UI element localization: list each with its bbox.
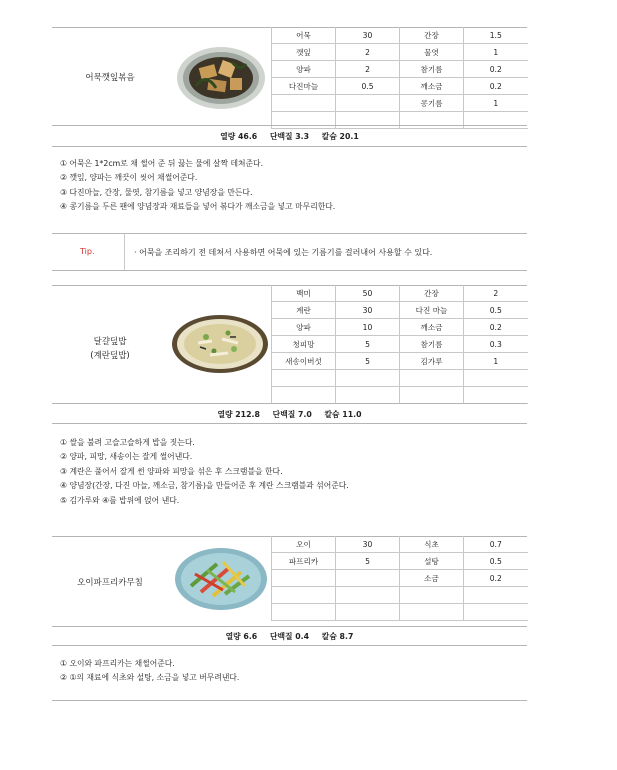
table-cell: 간장 — [400, 27, 464, 44]
table-cell — [464, 587, 528, 604]
table-cell — [464, 387, 528, 404]
dish-name — [52, 576, 168, 590]
dish-name — [52, 71, 168, 85]
table-cell: 양파 — [272, 319, 336, 336]
table-cell — [272, 570, 336, 587]
protein-value: 단백질 7.0 — [272, 410, 312, 419]
table-cell: 깻잎 — [272, 44, 336, 61]
table-row — [272, 387, 528, 404]
calcium-value: 칼슘 11.0 — [324, 410, 362, 419]
table-cell — [336, 604, 400, 621]
table-cell: 1 — [464, 44, 528, 61]
table-row — [272, 319, 528, 336]
table-row — [272, 604, 528, 621]
table-row — [272, 61, 528, 78]
table-cell — [336, 370, 400, 387]
table-cell: 0.7 — [464, 536, 528, 553]
cooking-steps — [60, 436, 349, 508]
table-cell: 물엿 — [400, 44, 464, 61]
table-cell — [400, 587, 464, 604]
table-row — [272, 370, 528, 387]
table-cell — [464, 604, 528, 621]
calories-value: 열량 212.8 — [217, 410, 260, 419]
table-cell: 5 — [336, 353, 400, 370]
table-cell — [400, 604, 464, 621]
table-cell — [464, 370, 528, 387]
step-item: ② 양파, 피망, 새송이는 잘게 썰어낸다. — [60, 452, 193, 462]
table-cell: 0.2 — [464, 61, 528, 78]
table-cell: 오이 — [272, 536, 336, 553]
table-cell: 어묵 — [272, 27, 336, 44]
table-cell: 0.3 — [464, 336, 528, 353]
table-cell: 새송이버섯 — [272, 353, 336, 370]
table-cell: 계란 — [272, 302, 336, 319]
table-cell: 김가루 — [400, 353, 464, 370]
ingredient-table — [271, 285, 528, 404]
cooking-steps — [60, 157, 335, 215]
table-cell: 30 — [336, 27, 400, 44]
egg-rice-bowl-photo — [170, 313, 270, 375]
table-cell: 5 — [336, 336, 400, 353]
table-cell — [400, 370, 464, 387]
dish-name — [52, 335, 168, 363]
table-row — [272, 95, 528, 112]
table-cell: 30 — [336, 536, 400, 553]
table-cell: 참기름 — [400, 61, 464, 78]
dish-name-line: (계란덮밥) — [90, 351, 130, 361]
recipe-card — [52, 285, 527, 515]
table-cell: 간장 — [400, 285, 464, 302]
table-cell — [272, 370, 336, 387]
step-item: ③ 계란은 풀어서 잘게 썬 양파와 피망을 섞은 후 스크램블을 한다. — [60, 466, 283, 476]
table-cell — [336, 570, 400, 587]
table-row — [272, 536, 528, 553]
table-cell: 1 — [464, 353, 528, 370]
table-cell: 0.2 — [464, 78, 528, 95]
table-cell: 백미 — [272, 285, 336, 302]
table-row — [272, 553, 528, 570]
table-cell — [272, 95, 336, 112]
table-cell: 청피망 — [272, 336, 336, 353]
table-cell: 0.2 — [464, 570, 528, 587]
table-row — [272, 285, 528, 302]
stir-fried-fishcake-photo — [174, 42, 268, 112]
step-item: ④ 콩기름을 두른 팬에 양념장과 재료들을 넣어 볶다가 깨소금을 넣고 마무리한다. — [60, 202, 336, 212]
table-cell — [272, 604, 336, 621]
step-item: ② 깻잎, 양파는 깨끗이 씻어 채썰어준다. — [60, 173, 198, 183]
dish-name-line: 달걀덮밥 — [93, 337, 127, 347]
protein-value: 단백질 3.3 — [269, 132, 310, 141]
nutrition-summary — [52, 631, 527, 642]
table-cell: 깨소금 — [400, 78, 464, 95]
table-cell: 식초 — [400, 536, 464, 553]
table-cell — [400, 387, 464, 404]
table-cell — [272, 387, 336, 404]
table-cell: 1.5 — [464, 27, 528, 44]
table-cell: 콩기름 — [400, 95, 464, 112]
table-cell: 참기름 — [400, 336, 464, 353]
table-cell: 5 — [336, 553, 400, 570]
tip-label: Tip. — [80, 247, 95, 256]
table-cell: 0.5 — [336, 78, 400, 95]
table-cell: 다진 마늘 — [400, 302, 464, 319]
table-cell: 50 — [336, 285, 400, 302]
table-row — [272, 27, 528, 44]
dish-name-line: 어묵깻잎볶음 — [85, 73, 135, 83]
table-cell: 0.2 — [464, 319, 528, 336]
recipe-card — [52, 536, 527, 701]
table-row — [272, 44, 528, 61]
table-cell: 2 — [336, 61, 400, 78]
table-cell: 다진마늘 — [272, 78, 336, 95]
recipe-card — [52, 27, 527, 212]
ingredient-table — [271, 27, 528, 129]
step-item: ⑤ 김가루와 ④를 밥위에 얹어 낸다. — [60, 495, 180, 505]
table-cell: 10 — [336, 319, 400, 336]
nutrition-summary — [52, 409, 527, 420]
step-item: ① 쌀을 불려 고슬고슬하게 밥을 짓는다. — [60, 438, 195, 447]
table-cell: 2 — [336, 44, 400, 61]
cooking-steps — [60, 657, 239, 686]
table-row — [272, 336, 528, 353]
table-row — [272, 570, 528, 587]
table-cell — [336, 587, 400, 604]
step-item: ③ 다진마늘, 간장, 물엿, 참기름을 넣고 양념장을 만든다. — [60, 187, 253, 197]
table-cell — [272, 587, 336, 604]
table-cell: 깨소금 — [400, 319, 464, 336]
table-cell: 설탕 — [400, 553, 464, 570]
step-item: ① 어묵은 1*2cm로 채 썰어 준 뒤 끓는 물에 살짝 데쳐준다. — [60, 159, 264, 168]
table-cell: 양파 — [272, 61, 336, 78]
dish-name-line: 오이파프리카무침 — [77, 578, 143, 588]
table-cell: 소금 — [400, 570, 464, 587]
table-cell: 파프리카 — [272, 553, 336, 570]
table-row — [272, 302, 528, 319]
table-cell: 30 — [336, 302, 400, 319]
nutrition-summary — [52, 131, 527, 142]
step-item: ② ①의 재료에 식초와 설탕, 소금을 넣고 버무려낸다. — [60, 673, 240, 683]
table-row — [272, 78, 528, 95]
table-cell — [336, 387, 400, 404]
tip-box — [52, 233, 527, 271]
calories-value: 열량 46.6 — [220, 132, 258, 141]
step-item: ④ 양념장(간장, 다진 마늘, 깨소금, 참기름)을 만들어준 후 계란 스크램블과 섞어준다. — [60, 481, 349, 491]
table-cell: 0.5 — [464, 302, 528, 319]
step-item: ① 오이와 파프리카는 채썰어준다. — [60, 659, 175, 668]
calcium-value: 칼슘 8.7 — [321, 632, 354, 641]
cucumber-paprika-salad-photo — [173, 546, 269, 612]
ingredient-table — [271, 536, 528, 621]
calories-value: 열량 6.6 — [225, 632, 258, 641]
protein-value: 단백질 0.4 — [269, 632, 310, 641]
calcium-value: 칼슘 20.1 — [321, 132, 359, 141]
table-cell: 2 — [464, 285, 528, 302]
table-row — [272, 353, 528, 370]
tip-text: · 어묵을 조리하기 전 데쳐서 사용하면 어묵에 있는 기름기를 걸러내어 사용할 수 있다. — [134, 248, 433, 257]
table-cell: 1 — [464, 95, 528, 112]
table-row — [272, 587, 528, 604]
table-cell — [336, 95, 400, 112]
table-cell: 0.5 — [464, 553, 528, 570]
